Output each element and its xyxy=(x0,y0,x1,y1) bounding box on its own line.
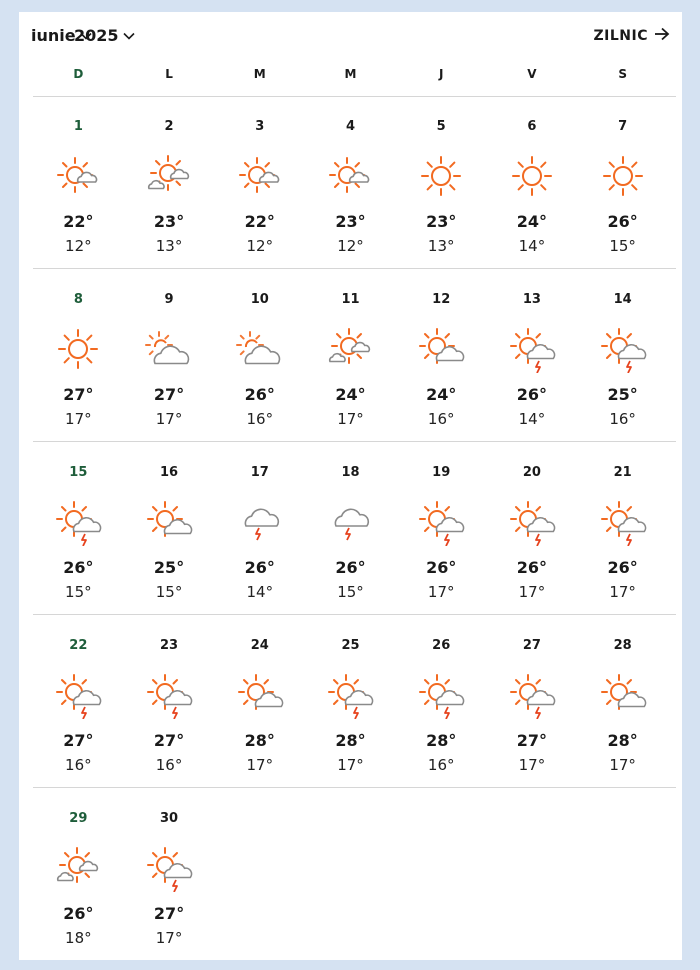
weekday-label: J xyxy=(438,67,444,81)
high-temperature: 26° xyxy=(244,558,275,577)
high-temperature: 23° xyxy=(426,212,457,231)
day-number: 15 xyxy=(69,465,88,480)
low-temperature: 14° xyxy=(518,410,546,428)
thunderstorm-icon xyxy=(326,498,374,546)
sun-cloud-icon xyxy=(145,498,193,546)
low-temperature: 15° xyxy=(155,583,183,601)
sun-thunderstorm-icon xyxy=(508,325,556,373)
day-number: 30 xyxy=(160,811,179,826)
low-temperature: 13° xyxy=(427,237,455,255)
day-cell[interactable] xyxy=(487,443,578,616)
high-temperature: 22° xyxy=(244,212,275,231)
arrow-right-icon xyxy=(654,27,670,45)
high-temperature: 27° xyxy=(153,385,185,404)
high-temperature: 26° xyxy=(607,212,638,231)
sun-thunderstorm-icon xyxy=(508,498,556,546)
day-number: 9 xyxy=(164,292,174,307)
sun-thunderstorm-icon xyxy=(508,671,556,719)
sun-thunderstorm-icon xyxy=(417,671,465,719)
day-number: 11 xyxy=(341,292,360,307)
chevron-down-icon xyxy=(123,32,135,40)
day-number: 28 xyxy=(613,638,632,653)
day-cell[interactable] xyxy=(214,97,305,270)
low-temperature: 17° xyxy=(337,410,364,428)
day-number: 16 xyxy=(160,465,179,480)
high-temperature: 27° xyxy=(153,904,185,923)
low-temperature: 16° xyxy=(427,756,455,774)
day-cell[interactable] xyxy=(33,616,124,789)
day-cell[interactable] xyxy=(124,97,215,270)
calendar-card xyxy=(19,12,682,960)
high-temperature: 26° xyxy=(426,558,457,577)
high-temperature: 26° xyxy=(63,904,94,923)
low-temperature: 12° xyxy=(246,237,274,255)
day-number: 6 xyxy=(527,119,537,134)
sun-small-cloud-icon xyxy=(326,152,374,200)
low-temperature: 17° xyxy=(155,410,183,428)
sun-small-cloud-icon xyxy=(236,152,284,200)
day-number: 18 xyxy=(341,465,360,480)
day-number: 7 xyxy=(618,119,628,134)
sun-thunderstorm-icon xyxy=(54,498,102,546)
sun-thunderstorm-icon xyxy=(599,325,647,373)
weekday-header-row xyxy=(33,67,668,89)
high-temperature: 24° xyxy=(426,385,457,404)
high-temperature: 27° xyxy=(63,385,94,404)
month-label: iunie xyxy=(31,26,76,45)
cloud-small-sun-icon xyxy=(236,325,284,373)
weekday-label: L xyxy=(165,67,173,81)
day-number: 21 xyxy=(613,465,632,480)
low-temperature: 13° xyxy=(155,237,183,255)
sun-icon xyxy=(54,325,102,373)
day-cell[interactable] xyxy=(396,616,487,789)
low-temperature: 15° xyxy=(65,583,92,601)
high-temperature: 26° xyxy=(516,385,548,404)
low-temperature: 17° xyxy=(155,929,183,947)
daily-view-link[interactable] xyxy=(594,27,670,45)
day-number: 2 xyxy=(164,119,174,134)
day-cell[interactable] xyxy=(124,270,215,443)
high-temperature: 26° xyxy=(607,558,638,577)
day-number: 4 xyxy=(345,119,356,134)
day-cell[interactable] xyxy=(33,789,124,962)
day-cell[interactable] xyxy=(305,616,396,789)
day-cell[interactable] xyxy=(396,97,487,270)
day-number: 29 xyxy=(69,811,88,826)
day-number: 24 xyxy=(250,638,269,653)
day-number: 17 xyxy=(250,465,269,480)
day-cell[interactable] xyxy=(124,443,215,616)
high-temperature: 26° xyxy=(335,558,366,577)
high-temperature: 23° xyxy=(335,212,366,231)
day-number: 10 xyxy=(250,292,269,307)
day-number: 22 xyxy=(69,638,88,653)
low-temperature: 17° xyxy=(609,756,636,774)
high-temperature: 28° xyxy=(607,731,638,750)
day-cell[interactable] xyxy=(487,270,578,443)
low-temperature: 18° xyxy=(65,929,92,947)
day-number: 20 xyxy=(522,465,541,480)
cloud-small-sun-icon xyxy=(145,325,193,373)
high-temperature: 27° xyxy=(153,731,185,750)
day-cell[interactable] xyxy=(487,97,578,270)
sun-thunderstorm-icon xyxy=(145,844,193,892)
sun-thunderstorm-icon xyxy=(54,671,102,719)
day-number: 12 xyxy=(432,292,451,307)
high-temperature: 22° xyxy=(63,212,94,231)
day-number: 23 xyxy=(160,638,179,653)
sun-cloud-icon xyxy=(599,671,647,719)
day-number: 25 xyxy=(341,638,360,653)
day-number: 1 xyxy=(73,119,83,134)
low-temperature: 12° xyxy=(337,237,364,255)
day-cell[interactable] xyxy=(214,616,305,789)
sun-icon xyxy=(599,152,647,200)
day-cell[interactable] xyxy=(124,616,215,789)
high-temperature: 25° xyxy=(153,558,185,577)
day-number: 27 xyxy=(522,638,541,653)
sun-small-cloud-icon xyxy=(54,152,102,200)
day-cell[interactable] xyxy=(577,616,668,789)
day-cell[interactable] xyxy=(124,789,215,962)
day-cell[interactable] xyxy=(305,270,396,443)
high-temperature: 28° xyxy=(335,731,366,750)
low-temperature: 16° xyxy=(609,410,636,428)
high-temperature: 27° xyxy=(63,731,94,750)
sun-cloud-icon xyxy=(236,671,284,719)
day-cell[interactable] xyxy=(396,443,487,616)
low-temperature: 17° xyxy=(518,756,546,774)
sun-cloud-icon xyxy=(417,325,465,373)
high-temperature: 26° xyxy=(63,558,94,577)
day-cell[interactable] xyxy=(577,443,668,616)
weekday-label: V xyxy=(527,67,537,81)
day-number: 5 xyxy=(436,119,446,134)
sun-two-clouds-icon xyxy=(326,325,374,373)
low-temperature: 17° xyxy=(337,756,364,774)
calendar-grid xyxy=(33,97,668,962)
sun-icon xyxy=(417,152,465,200)
high-temperature: 27° xyxy=(516,731,548,750)
low-temperature: 17° xyxy=(518,583,546,601)
day-cell[interactable] xyxy=(33,270,124,443)
sun-thunderstorm-icon xyxy=(326,671,374,719)
year-selector[interactable] xyxy=(74,26,135,45)
low-temperature: 15° xyxy=(609,237,636,255)
low-temperature: 16° xyxy=(427,410,455,428)
sun-two-clouds-icon xyxy=(54,844,102,892)
daily-view-label: ZILNIC xyxy=(593,28,648,44)
high-temperature: 24° xyxy=(516,212,548,231)
thunderstorm-icon xyxy=(236,498,284,546)
day-cell[interactable] xyxy=(33,443,124,616)
sun-thunderstorm-icon xyxy=(145,671,193,719)
low-temperature: 16° xyxy=(65,756,92,774)
year-label: 2025 xyxy=(74,26,119,45)
low-temperature: 15° xyxy=(337,583,364,601)
day-cell[interactable] xyxy=(396,270,487,443)
day-cell[interactable] xyxy=(305,443,396,616)
low-temperature: 16° xyxy=(246,410,274,428)
high-temperature: 28° xyxy=(244,731,275,750)
day-cell[interactable] xyxy=(487,616,578,789)
low-temperature: 14° xyxy=(518,237,546,255)
high-temperature: 24° xyxy=(335,385,366,404)
weekday-label: D xyxy=(73,67,84,81)
day-cell[interactable] xyxy=(33,97,124,270)
day-number: 26 xyxy=(432,638,451,653)
day-cell[interactable] xyxy=(214,270,305,443)
day-number: 19 xyxy=(432,465,451,480)
low-temperature: 17° xyxy=(427,583,455,601)
sun-two-clouds-icon xyxy=(145,152,193,200)
high-temperature: 25° xyxy=(607,385,638,404)
weekday-label: M xyxy=(344,67,357,81)
weekday-label: M xyxy=(253,67,266,81)
calendar-header xyxy=(19,12,682,58)
high-temperature: 28° xyxy=(426,731,457,750)
low-temperature: 17° xyxy=(65,410,92,428)
low-temperature: 17° xyxy=(609,583,636,601)
sun-thunderstorm-icon xyxy=(417,498,465,546)
high-temperature: 23° xyxy=(153,212,185,231)
day-cell[interactable] xyxy=(577,270,668,443)
day-number: 3 xyxy=(255,119,265,134)
day-cell[interactable] xyxy=(577,97,668,270)
low-temperature: 14° xyxy=(246,583,274,601)
high-temperature: 26° xyxy=(244,385,275,404)
day-cell[interactable] xyxy=(305,97,396,270)
low-temperature: 17° xyxy=(246,756,274,774)
day-cell[interactable] xyxy=(214,443,305,616)
sun-thunderstorm-icon xyxy=(599,498,647,546)
day-number: 13 xyxy=(522,292,541,307)
low-temperature: 12° xyxy=(65,237,92,255)
sun-icon xyxy=(508,152,556,200)
day-number: 8 xyxy=(73,292,83,307)
high-temperature: 26° xyxy=(516,558,548,577)
low-temperature: 16° xyxy=(155,756,183,774)
day-number: 14 xyxy=(613,292,632,307)
weekday-label: S xyxy=(618,67,627,81)
